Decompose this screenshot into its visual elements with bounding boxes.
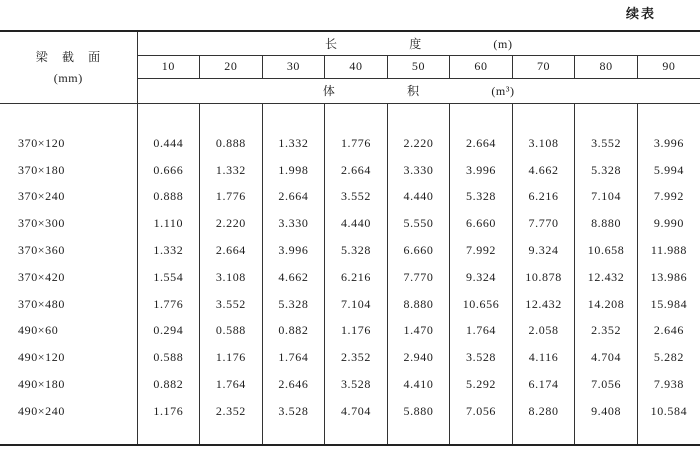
volume-cell: 8.880 (575, 210, 638, 237)
length-value-10: 10 (137, 55, 200, 78)
volume-cell: 4.116 (512, 344, 575, 371)
volume-cell: 3.108 (512, 130, 575, 157)
volume-cell: 0.882 (262, 318, 325, 345)
volume-cell: 3.528 (450, 344, 513, 371)
volume-cell: 4.440 (387, 184, 450, 211)
volume-cell: 1.470 (387, 318, 450, 345)
volume-cell: 0.294 (137, 318, 200, 345)
table-row (0, 157, 700, 184)
table-row (0, 237, 700, 264)
volume-cell: 2.664 (200, 237, 263, 264)
spacer-cell (450, 425, 513, 445)
volume-cell: 10.658 (575, 237, 638, 264)
volume-cell: 1.776 (325, 130, 388, 157)
beam-section-header (0, 31, 137, 103)
volume-cell: 5.880 (387, 398, 450, 425)
volume-cell: 6.660 (387, 237, 450, 264)
spacer-cell (325, 103, 388, 130)
volume-cell: 5.328 (450, 184, 513, 211)
volume-cell: 4.662 (262, 264, 325, 291)
volume-cell: 1.764 (262, 344, 325, 371)
volume-cell: 2.664 (262, 184, 325, 211)
table-row (0, 184, 700, 211)
spacer-cell (137, 425, 200, 445)
volume-cell: 7.770 (512, 210, 575, 237)
volume-cell: 0.444 (137, 130, 200, 157)
volume-cell: 3.996 (653, 135, 684, 150)
volume-cell: 5.328 (325, 237, 388, 264)
volume-cell: 10.878 (512, 264, 575, 291)
volume-cell: 1.176 (325, 318, 388, 345)
volume-cell: 0.666 (137, 157, 200, 184)
volume-cell: 10.656 (450, 291, 513, 318)
spacer-cell (387, 103, 450, 130)
length-value-80: 80 (575, 55, 638, 78)
table-row (0, 291, 700, 318)
volume-cell: 7.056 (450, 398, 513, 425)
volume-cell: 5.550 (387, 210, 450, 237)
length-header: 长 度 (m) (137, 31, 700, 55)
table-row (0, 398, 700, 425)
volume-cell: 3.552 (575, 130, 638, 157)
volume-cell: 3.996 (262, 237, 325, 264)
volume-cell: 4.410 (387, 371, 450, 398)
table-row (0, 371, 700, 398)
volume-cell: 3.996 (450, 157, 513, 184)
volume-cell: 4.704 (325, 398, 388, 425)
volume-cell: 1.176 (200, 344, 263, 371)
table-row (0, 210, 700, 237)
volume-cell: 4.440 (325, 210, 388, 237)
spacer-cell (637, 425, 700, 445)
volume-cell: 12.432 (575, 264, 638, 291)
volume-cell: 1.176 (137, 398, 200, 425)
volume-cell: 1.332 (137, 237, 200, 264)
volume-cell: 3.108 (200, 264, 263, 291)
table-spacer-row (0, 103, 700, 130)
spacer-cell (0, 103, 137, 130)
volume-cell: 2.352 (575, 318, 638, 345)
beam-section-label: 370×360 (0, 237, 137, 264)
length-value-90: 90 (637, 55, 700, 78)
volume-cell: 7.992 (653, 189, 684, 204)
beam-section-label: 490×180 (0, 371, 137, 398)
volume-cell: 6.660 (450, 210, 513, 237)
spacer-cell (450, 103, 513, 130)
spacer-cell (262, 425, 325, 445)
volume-cell: 9.324 (512, 237, 575, 264)
beam-section-title: 梁 截 面 (35, 50, 101, 65)
volume-cell: 1.764 (450, 318, 513, 345)
spacer-cell (637, 103, 700, 130)
volume-cell: 15.984 (650, 296, 688, 311)
volume-cell: 7.992 (450, 237, 513, 264)
header-row-length (0, 31, 700, 55)
volume-cell: 0.588 (200, 318, 263, 345)
table-spacer-row (0, 425, 700, 445)
volume-cell: 7.938 (653, 377, 684, 392)
volume-cell: 7.104 (325, 291, 388, 318)
volume-cell: 1.110 (137, 210, 200, 237)
volume-cell: 6.174 (512, 371, 575, 398)
volume-cell: 1.776 (200, 184, 263, 211)
beam-volume-table (0, 30, 700, 446)
spacer-cell (512, 103, 575, 130)
volume-cell: 7.770 (387, 264, 450, 291)
volume-cell: 2.664 (325, 157, 388, 184)
volume-cell: 14.208 (575, 291, 638, 318)
volume-cell: 2.220 (200, 210, 263, 237)
beam-section-label: 370×120 (0, 130, 137, 157)
length-value-40: 40 (325, 55, 388, 78)
length-value-50: 50 (387, 55, 450, 78)
spacer-cell (387, 425, 450, 445)
volume-cell: 1.554 (137, 264, 200, 291)
volume-cell: 3.528 (262, 398, 325, 425)
volume-header: 体 积 (m³) (137, 78, 700, 103)
beam-section-label: 370×420 (0, 264, 137, 291)
length-value-20: 20 (200, 55, 263, 78)
volume-cell: 5.292 (450, 371, 513, 398)
volume-cell: 0.588 (137, 344, 200, 371)
volume-cell: 2.940 (387, 344, 450, 371)
table-row (0, 318, 700, 345)
volume-cell: 9.324 (450, 264, 513, 291)
spacer-cell (200, 425, 263, 445)
beam-section-label: 370×180 (0, 157, 137, 184)
beam-section-label: 490×240 (0, 398, 137, 425)
volume-cell: 3.330 (262, 210, 325, 237)
volume-cell: 7.104 (575, 184, 638, 211)
volume-cell: 9.408 (575, 398, 638, 425)
volume-cell: 4.704 (575, 344, 638, 371)
beam-section-label: 370×300 (0, 210, 137, 237)
spacer-cell (262, 103, 325, 130)
volume-cell: 1.998 (262, 157, 325, 184)
volume-cell: 5.994 (653, 162, 684, 177)
length-value-70: 70 (512, 55, 575, 78)
volume-cell: 5.328 (575, 157, 638, 184)
spacer-cell (0, 425, 137, 445)
volume-cell: 8.880 (387, 291, 450, 318)
volume-cell: 0.888 (137, 184, 200, 211)
volume-cell: 11.988 (650, 243, 687, 258)
volume-cell: 3.552 (200, 291, 263, 318)
table-row (0, 344, 700, 371)
volume-cell: 0.888 (200, 130, 263, 157)
beam-section-label: 370×240 (0, 184, 137, 211)
table-body (0, 103, 700, 445)
volume-cell: 4.662 (512, 157, 575, 184)
volume-cell: 5.282 (653, 350, 684, 365)
spacer-cell (512, 425, 575, 445)
volume-cell: 8.280 (512, 398, 575, 425)
volume-cell: 3.528 (325, 371, 388, 398)
volume-cell: 3.330 (387, 157, 450, 184)
spacer-cell (200, 103, 263, 130)
volume-cell: 5.328 (262, 291, 325, 318)
continued-table-label: 续表 (626, 7, 657, 22)
volume-cell: 2.352 (325, 344, 388, 371)
volume-cell: 0.882 (137, 371, 200, 398)
beam-section-unit: (mm) (53, 71, 83, 86)
volume-cell: 2.664 (450, 130, 513, 157)
volume-cell: 10.584 (650, 403, 688, 418)
volume-cell: 1.776 (137, 291, 200, 318)
volume-cell: 1.764 (200, 371, 263, 398)
length-value-30: 30 (262, 55, 325, 78)
spacer-cell (575, 425, 638, 445)
volume-cell: 3.552 (325, 184, 388, 211)
volume-cell: 6.216 (512, 184, 575, 211)
volume-cell: 2.058 (512, 318, 575, 345)
volume-cell: 6.216 (325, 264, 388, 291)
volume-cell: 2.352 (200, 398, 263, 425)
length-value-60: 60 (450, 55, 513, 78)
volume-cell: 2.646 (653, 323, 684, 338)
volume-cell: 13.986 (650, 269, 688, 284)
beam-section-label: 490×60 (0, 318, 137, 345)
spacer-cell (325, 425, 388, 445)
volume-cell: 9.990 (653, 216, 684, 231)
table-row (0, 264, 700, 291)
beam-section-label: 370×480 (0, 291, 137, 318)
volume-cell: 7.056 (575, 371, 638, 398)
volume-cell: 2.646 (262, 371, 325, 398)
spacer-cell (137, 103, 200, 130)
volume-cell: 2.220 (387, 130, 450, 157)
table-row (0, 130, 700, 157)
volume-cell: 12.432 (512, 291, 575, 318)
spacer-cell (575, 103, 638, 130)
beam-section-label: 490×120 (0, 344, 137, 371)
volume-cell: 1.332 (200, 157, 263, 184)
volume-cell: 1.332 (262, 130, 325, 157)
